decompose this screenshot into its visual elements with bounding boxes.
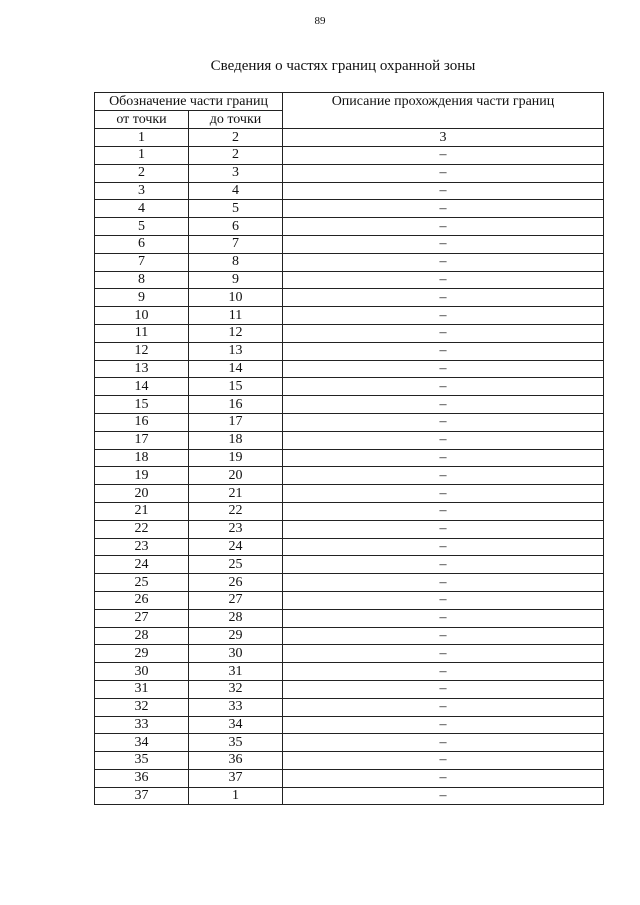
description-cell: – xyxy=(283,200,604,218)
description-cell: – xyxy=(283,413,604,431)
header-from-point: от точки xyxy=(95,111,189,129)
from-point-cell: 35 xyxy=(95,752,189,770)
table-row xyxy=(95,218,604,236)
table-row xyxy=(95,609,604,627)
table-row xyxy=(95,235,604,253)
description-cell: – xyxy=(283,734,604,752)
from-point-cell: 1 xyxy=(95,147,189,165)
from-point-cell: 2 xyxy=(95,164,189,182)
description-cell: – xyxy=(283,289,604,307)
from-point-cell: 5 xyxy=(95,218,189,236)
table-row xyxy=(95,680,604,698)
description-cell: – xyxy=(283,752,604,770)
to-point-cell: 7 xyxy=(189,235,283,253)
table-row xyxy=(95,520,604,538)
from-point-cell: 9 xyxy=(95,289,189,307)
to-point-cell: 34 xyxy=(189,716,283,734)
document-title: Сведения о частях границ охранной зоны xyxy=(210,58,476,74)
from-point-cell: 28 xyxy=(95,627,189,645)
table-row xyxy=(95,324,604,342)
table-row xyxy=(95,147,604,165)
table-row xyxy=(95,734,604,752)
description-cell: – xyxy=(283,663,604,681)
column-number: 1 xyxy=(95,129,189,147)
table-body xyxy=(95,147,604,805)
to-point-cell: 11 xyxy=(189,307,283,325)
to-point-cell: 2 xyxy=(189,147,283,165)
description-cell: – xyxy=(283,342,604,360)
to-point-cell: 19 xyxy=(189,449,283,467)
table-row xyxy=(95,698,604,716)
from-point-cell: 14 xyxy=(95,378,189,396)
from-point-cell: 23 xyxy=(95,538,189,556)
table-row xyxy=(95,200,604,218)
description-cell: – xyxy=(283,609,604,627)
table-row xyxy=(95,467,604,485)
to-point-cell: 18 xyxy=(189,431,283,449)
description-cell: – xyxy=(283,307,604,325)
description-cell: – xyxy=(283,431,604,449)
from-point-cell: 19 xyxy=(95,467,189,485)
table-row xyxy=(95,360,604,378)
table-row xyxy=(95,289,604,307)
to-point-cell: 13 xyxy=(189,342,283,360)
to-point-cell: 4 xyxy=(189,182,283,200)
to-point-cell: 31 xyxy=(189,663,283,681)
table-row xyxy=(95,663,604,681)
description-cell: – xyxy=(283,360,604,378)
to-point-cell: 32 xyxy=(189,680,283,698)
from-point-cell: 16 xyxy=(95,413,189,431)
description-cell: – xyxy=(283,591,604,609)
to-point-cell: 35 xyxy=(189,734,283,752)
description-cell: – xyxy=(283,556,604,574)
from-point-cell: 33 xyxy=(95,716,189,734)
from-point-cell: 25 xyxy=(95,574,189,592)
description-cell: – xyxy=(283,449,604,467)
description-cell: – xyxy=(283,235,604,253)
column-number: 3 xyxy=(283,129,604,147)
to-point-cell: 24 xyxy=(189,538,283,556)
to-point-cell: 5 xyxy=(189,200,283,218)
table-row xyxy=(95,431,604,449)
to-point-cell: 17 xyxy=(189,413,283,431)
from-point-cell: 30 xyxy=(95,663,189,681)
to-point-cell: 6 xyxy=(189,218,283,236)
to-point-cell: 21 xyxy=(189,485,283,503)
from-point-cell: 13 xyxy=(95,360,189,378)
description-cell: – xyxy=(283,627,604,645)
table-row xyxy=(95,538,604,556)
to-point-cell: 23 xyxy=(189,520,283,538)
to-point-cell: 20 xyxy=(189,467,283,485)
table-row xyxy=(95,182,604,200)
description-cell: – xyxy=(283,769,604,787)
description-cell: – xyxy=(283,502,604,520)
header-to-point: до точки xyxy=(189,111,283,129)
table-row xyxy=(95,449,604,467)
description-cell: – xyxy=(283,182,604,200)
from-point-cell: 31 xyxy=(95,680,189,698)
from-point-cell: 17 xyxy=(95,431,189,449)
table-row xyxy=(95,307,604,325)
description-cell: – xyxy=(283,396,604,414)
from-point-cell: 10 xyxy=(95,307,189,325)
description-cell: – xyxy=(283,271,604,289)
to-point-cell: 9 xyxy=(189,271,283,289)
from-point-cell: 12 xyxy=(95,342,189,360)
to-point-cell: 37 xyxy=(189,769,283,787)
header-boundary-description: Описание прохождения части границ xyxy=(283,93,604,129)
from-point-cell: 29 xyxy=(95,645,189,663)
description-cell: – xyxy=(283,485,604,503)
table-row xyxy=(95,752,604,770)
description-cell: – xyxy=(283,680,604,698)
table-row xyxy=(95,645,604,663)
to-point-cell: 1 xyxy=(189,787,283,805)
description-cell: – xyxy=(283,378,604,396)
table-row xyxy=(95,253,604,271)
description-cell: – xyxy=(283,520,604,538)
description-cell: – xyxy=(283,467,604,485)
to-point-cell: 15 xyxy=(189,378,283,396)
table-row xyxy=(95,342,604,360)
table-row xyxy=(95,485,604,503)
from-point-cell: 7 xyxy=(95,253,189,271)
from-point-cell: 27 xyxy=(95,609,189,627)
from-point-cell: 24 xyxy=(95,556,189,574)
from-point-cell: 15 xyxy=(95,396,189,414)
table-row xyxy=(95,502,604,520)
from-point-cell: 20 xyxy=(95,485,189,503)
from-point-cell: 21 xyxy=(95,502,189,520)
from-point-cell: 18 xyxy=(95,449,189,467)
table-row xyxy=(95,271,604,289)
table-row xyxy=(95,164,604,182)
from-point-cell: 32 xyxy=(95,698,189,716)
to-point-cell: 28 xyxy=(189,609,283,627)
table-row xyxy=(95,716,604,734)
description-cell: – xyxy=(283,218,604,236)
from-point-cell: 8 xyxy=(95,271,189,289)
from-point-cell: 3 xyxy=(95,182,189,200)
to-point-cell: 3 xyxy=(189,164,283,182)
to-point-cell: 36 xyxy=(189,752,283,770)
table-row xyxy=(95,396,604,414)
description-cell: – xyxy=(283,645,604,663)
table-row xyxy=(95,574,604,592)
from-point-cell: 4 xyxy=(95,200,189,218)
description-cell: – xyxy=(283,147,604,165)
description-cell: – xyxy=(283,253,604,271)
to-point-cell: 14 xyxy=(189,360,283,378)
from-point-cell: 22 xyxy=(95,520,189,538)
description-cell: – xyxy=(283,164,604,182)
table-row xyxy=(95,627,604,645)
column-numbers-row xyxy=(95,129,604,147)
description-cell: – xyxy=(283,716,604,734)
from-point-cell: 34 xyxy=(95,734,189,752)
to-point-cell: 27 xyxy=(189,591,283,609)
page-number: 89 xyxy=(314,15,326,27)
table-row xyxy=(95,413,604,431)
to-point-cell: 26 xyxy=(189,574,283,592)
from-point-cell: 11 xyxy=(95,324,189,342)
from-point-cell: 6 xyxy=(95,235,189,253)
description-cell: – xyxy=(283,698,604,716)
description-cell: – xyxy=(283,538,604,556)
table-row xyxy=(95,787,604,805)
to-point-cell: 16 xyxy=(189,396,283,414)
table-row xyxy=(95,591,604,609)
header-row-group xyxy=(95,93,604,111)
header-boundary-designation: Обозначение части границ xyxy=(95,93,283,111)
column-number: 2 xyxy=(189,129,283,147)
to-point-cell: 10 xyxy=(189,289,283,307)
to-point-cell: 22 xyxy=(189,502,283,520)
table-row xyxy=(95,378,604,396)
to-point-cell: 29 xyxy=(189,627,283,645)
to-point-cell: 12 xyxy=(189,324,283,342)
boundary-parts-table xyxy=(94,92,604,805)
to-point-cell: 33 xyxy=(189,698,283,716)
description-cell: – xyxy=(283,574,604,592)
description-cell: – xyxy=(283,324,604,342)
table-row xyxy=(95,556,604,574)
from-point-cell: 37 xyxy=(95,787,189,805)
from-point-cell: 26 xyxy=(95,591,189,609)
to-point-cell: 30 xyxy=(189,645,283,663)
to-point-cell: 8 xyxy=(189,253,283,271)
to-point-cell: 25 xyxy=(189,556,283,574)
from-point-cell: 36 xyxy=(95,769,189,787)
table-row xyxy=(95,769,604,787)
table-header xyxy=(95,93,604,147)
description-cell: – xyxy=(283,787,604,805)
